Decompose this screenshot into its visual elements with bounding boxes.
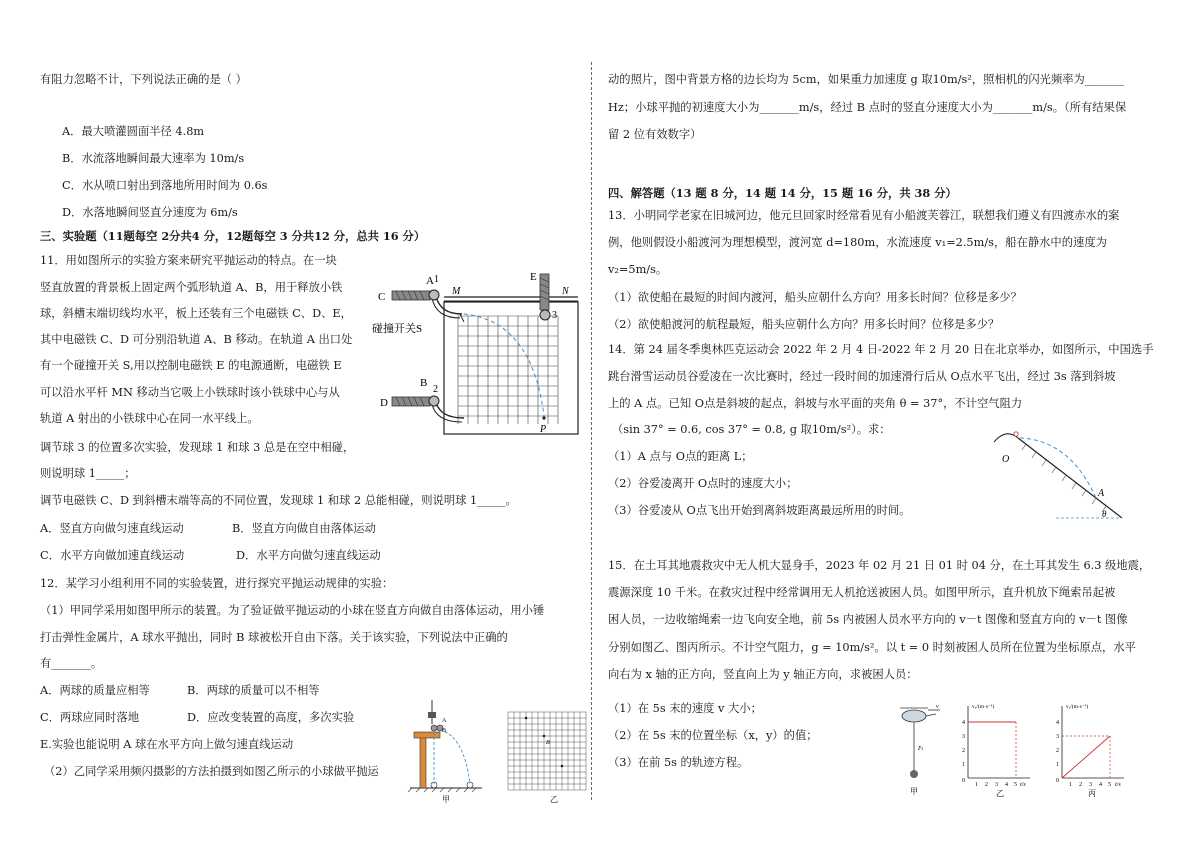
q13-line: v₂=5m/s。 [608,263,668,276]
q15-yi-xtick: 4 [1005,782,1008,788]
q13-line: （1）欲使船在最短的时间内渡河，船头应朝什么方向？用多长时间？位移是多少？ [608,291,1022,304]
q14-line: 跳台滑雪运动员谷爱凌在一次比赛时，经过一段时间的加速滑行后从 O点水平飞出，经过 3s 落到斜坡 [608,370,1116,383]
q15-bing-ytick: 2 [1056,748,1059,754]
q11-line: 轨道 A 射出的小铁球中心在同一水平线上。 [40,412,259,425]
q11-label-m: M [452,286,461,297]
q15-bing-xtick: 3 [1089,782,1092,788]
q11-line: 则说明球 1_____； [40,467,136,480]
q15-label-bing: 丙 [1088,789,1096,798]
q15-line: （1）在 5s 末的速度 v 大小； [608,702,762,715]
q15-label-yi: 乙 [996,789,1004,798]
q14-line: （1）A 点与 O点的距离 L； [608,450,753,463]
q15-label-jia: 甲 [910,787,918,796]
q11-label-e: E [530,271,537,283]
q15-bing-xtick: 2 [1079,782,1082,788]
q10-option-a: A．最大喷灌圆面半径 4.8m [62,125,205,138]
q10-tail: 有阻力忽略不计，下列说法正确的是（ ） [40,73,247,86]
q11-line: 调节电磁铁 C、D 到斜槽末端等高的不同位置，发现球 1 和球 2 总能相碰，则说明球 1_____。 [40,494,517,507]
q11-apparatus-figure [372,266,584,440]
q12-line: 12．某学习小组利用不同的实验装置，进行探究平抛运动规律的实验： [40,577,394,590]
q15-bing-xtick: 5 [1108,782,1111,788]
q11-line: 球，斜槽末端切线均水平，板上还装有三个电磁铁 C、D、E， [40,307,352,320]
q15-bing-ytick: 3 [1056,734,1059,740]
q14-slope-figure [980,420,1140,528]
q15-bing-ytick: 1 [1056,762,1059,768]
q12-option-d: D．应改变装置的高度，多次实验 [187,711,355,724]
q14-label-theta: θ [1102,509,1107,519]
q13-line: （2）欲使船渡河的航程最短，船头应朝什么方向？用多长时间？位移是多少？ [608,318,1000,331]
q14-label-a: A [1098,488,1105,499]
q11-option-d: D．水平方向做匀速直线运动 [236,549,381,562]
q15-line: 向右为 x 轴的正方向，竖直向上为 y 轴正方向，求被困人员： [608,668,918,681]
q15-yi-tlabel: t/s [1020,782,1026,788]
q15-bing-tlabel: t/s [1115,782,1121,788]
q12-label-a: A [442,718,447,724]
q15-label-ft: Fₜ [918,746,924,752]
q15-line: 分别如图乙、图丙所示。不计空气阻力，g = 10m/s²。以 t = 0 时刻被困人员所在位置为坐标原点，水平 [608,641,1136,654]
q11-line: 11．用如图所示的实验方案来研究平抛运动的特点。在一块 [40,254,337,267]
q12-label-yi: 乙 [550,795,558,804]
q15-yi-xtick: 3 [995,782,998,788]
q12-cont-line: 留 2 位有效数字） [608,128,702,141]
q11-label-d: D [380,397,388,409]
q14-line: （3）谷爱凌从 O点飞出开始到离斜坡距离最远所用的时间。 [608,504,911,517]
q15-bing-ylabel: vᵧ/(m·s⁻¹) [1066,704,1089,710]
q12-line: 打击弹性金属片，A 球水平抛出，同时 B 球被松开自由下落。关于该实验，下列说法中正确的 [40,631,508,644]
q15-bing-ytick: 4 [1056,720,1059,726]
q14-line: （sin 37° = 0.6, cos 37° = 0.8, g 取10m/s²）。求： [612,423,891,436]
q15-bing-ytick: 0 [1056,778,1059,784]
q15-label-v: v [936,704,939,710]
q15-yi-ytick: 0 [962,778,965,784]
q12-figures [404,692,590,808]
q11-option-a: A．竖直方向做匀速直线运动 [40,522,184,535]
q12-label-grid-b: B [546,740,550,746]
q15-yi-ytick: 3 [962,734,965,740]
q12-line: 有_______。 [40,657,103,670]
helicopter-icon [900,708,936,778]
q11-label-p: P [540,424,547,435]
q12-part2: （2）乙同学采用频闪摄影的方法拍摄到如图乙所示的小球做平抛运 [44,765,379,778]
q10-option-b: B．水流落地瞬间最大速率为 10m/s [62,152,245,165]
q15-bing-xtick: 1 [1069,782,1072,788]
q14-line: （2）谷爱凌离开 O点时的速度大小； [608,477,798,490]
q14-label-o: O [1002,454,1010,465]
q15-line: 15．在土耳其地震救灾中无人机大显身手，2023 年 02 月 21 日 01 时 04 分，在土耳其发生 6.3 级地震， [608,559,1151,572]
q15-figures [890,700,1130,802]
q11-label-ball3: 3 [552,310,557,321]
q11-line: 其中电磁铁 C、D 可分别沿轨道 A、B 移动。在轨道 A 出口处 [40,333,353,346]
q12-line: （1）甲同学采用如图甲所示的装置。为了验证做平抛运动的小球在竖直方向做自由落体运动，用小锤 [40,604,545,617]
q11-label-a: A [426,275,434,287]
q11-line: 竖直放置的背景板上固定两个弧形轨道 A、B，用于释放小铁 [40,281,343,294]
q11-line: 调节球 3 的位置多次实验，发现球 1 和球 3 总是在空中相碰， [40,441,355,454]
q14-line: 14．第 24 届冬季奥林匹克运动会 2022 年 2 月 4 日-2022 年 2 月 20 日在北京举办，如图所示，中国选手 [608,343,1154,356]
q13-line: 13．小明同学老家在旧城河边，他元旦回家时经常看见有小船渡芙蓉江，联想我们遵义有四渡赤水的案 [608,209,1120,222]
q12-label-b: B [442,728,447,734]
q15-line: （2）在 5s 末的位置坐标（x，y）的值； [608,729,818,742]
q15-yi-ytick: 1 [962,762,965,768]
q11-label-n: N [562,286,569,297]
q11-label-ball1: 1 [434,274,439,285]
q15-line: （3）在前 5s 的轨迹方程。 [608,756,749,769]
q11-option-b: B．竖直方向做自由落体运动 [232,522,376,535]
q13-line: 例，他则假设小船渡河为理想模型，渡河宽 d=180m，水流速度 v₁=2.5m/s，船在静水中的速度为 [608,236,1107,249]
q10-option-d: D．水落地瞬间竖直分速度为 6m/s [62,206,238,219]
q11-label-b: B [420,377,428,389]
q15-line: 震源深度 10 千米。在救灾过程中经常调用无人机抢送被困人员。如图甲所示，直升机放下绳索吊起被 [608,586,1116,599]
q11-label-ball2: 2 [433,384,438,395]
q10-option-c: C．水从喷口射出到落地所用时间为 0.6s [62,179,268,192]
q15-yi-ytick: 2 [962,748,965,754]
q11-line: 有一个碰撞开关 S,用以控制电磁铁 E 的电源通断，电磁铁 E [40,359,342,372]
q11-option-c: C．水平方向做加速直线运动 [40,549,185,562]
section3-heading: 三、实验题（11题每空 2分共4 分，12题每空 3 分共12 分，总共 16 分） [40,229,426,243]
q15-yi-ylabel: vₓ/(m·s⁻¹) [972,704,995,710]
q15-line: 困人员，一边收缩绳索一边飞向安全地，前 5s 内被困人员水平方向的 v－t 图像和竖直方向的 v－t 图像 [608,613,1128,626]
q12-cont-line: 动的照片，图中背景方格的边长均为 5cm，如果重力加速度 g 取10m/s²，照相机的闪光频率为_______ [608,73,1125,86]
q12-label-jia: 甲 [442,795,450,804]
q11-line: 可以沿水平杆 MN 移动当它吸上小铁球时该小铁球中心与从 [40,386,340,399]
q15-yi-xtick: 2 [985,782,988,788]
q12-cont-line: Hz；小球平抛的初速度大小为_______m/s，经过 B 点时的竖直分速度大小为_______m/s。（所有结果保 [608,101,1127,114]
q11-label-c: C [378,291,386,303]
q11-label-switch: 碰撞开关S [372,323,423,335]
section4-heading: 四、解答题（13 题 8 分，14 题 14 分，15 题 16 分，共 38 分） [608,186,957,200]
q12-option-e: E.实验也能说明 A 球在水平方向上做匀速直线运动 [40,738,294,751]
q14-line: 上的 A 点。已知 O点是斜坡的起点，斜坡与水平面的夹角 θ = 37°，不计空气阻力 [608,397,1023,410]
column-divider [591,62,592,800]
q12-option-a: A．两球的质量应相等 [40,684,150,697]
q12-option-c: C．两球应同时落地 [40,711,140,724]
q15-yi-xtick: 5 [1014,782,1017,788]
q12-option-b: B．两球的质量可以不相等 [187,684,320,697]
q15-bing-xtick: 4 [1099,782,1102,788]
q15-yi-xtick: 1 [975,782,978,788]
q15-yi-ytick: 4 [962,720,965,726]
